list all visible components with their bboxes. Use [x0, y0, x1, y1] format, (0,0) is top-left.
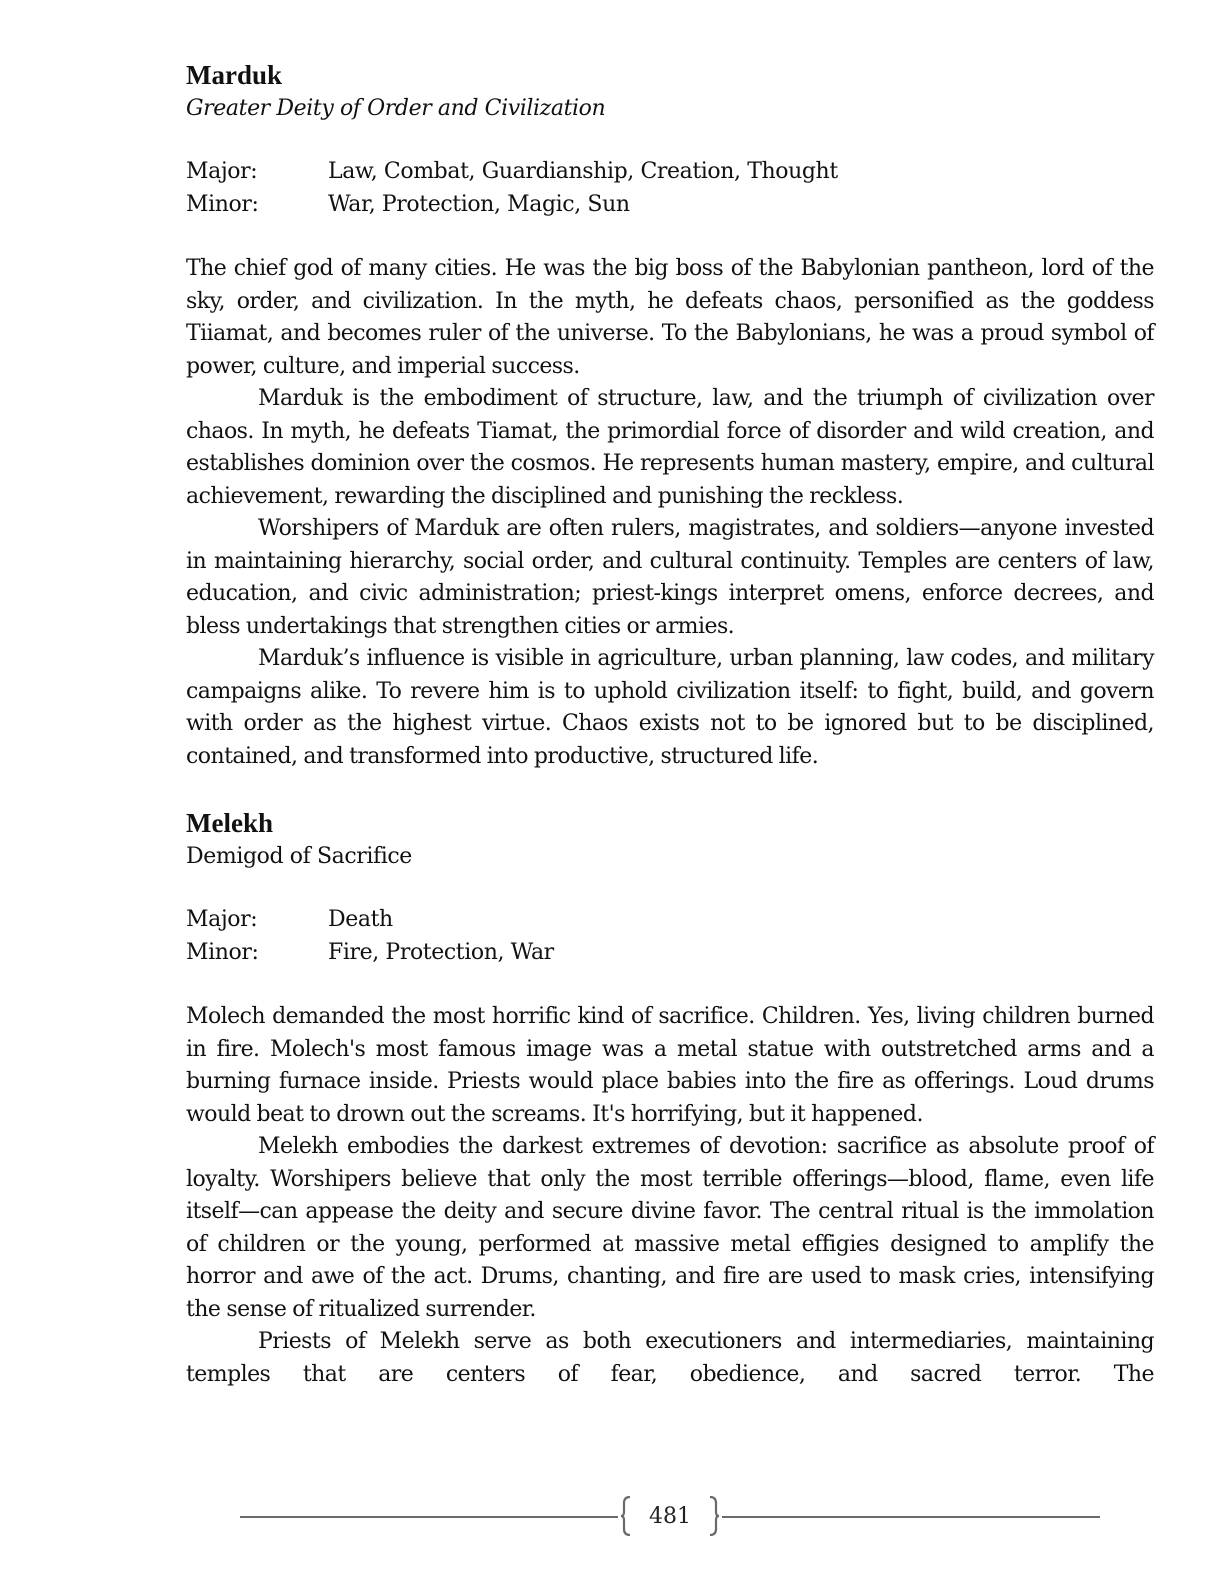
deity-name: Marduk	[186, 60, 283, 90]
domain-list	[186, 904, 1154, 969]
domain-list	[186, 156, 1154, 221]
major-label: Major:	[186, 907, 258, 932]
minor-domains-row	[186, 937, 1154, 970]
deity-entry-melekh	[186, 806, 1154, 1391]
footer-rule-right	[722, 1516, 1100, 1518]
page-number: 481	[649, 1504, 691, 1529]
deity-name: Melekh	[186, 808, 273, 838]
minor-value: Fire, Protection, War	[328, 939, 554, 965]
deity-entry-marduk	[186, 58, 1154, 773]
major-value: Death	[328, 907, 393, 932]
page-footer	[240, 1494, 1100, 1540]
deity-description	[186, 253, 1154, 773]
major-domains-row	[186, 156, 1154, 189]
deity-subtitle: Demigod of Sacrifice	[186, 844, 412, 869]
minor-label: Minor:	[186, 939, 259, 965]
paragraph: Melekh embodies the darkest extremes of devotion: sacrifice as absolute proof of loyalty. Worshipers believe that only the most terrible offerings—blood, flame, even life itself—can appease the deity and secure divine favor. The central ritual is the immolation of children or the young, performed at massive metal effigies designed to amplify the horror and awe of the act. Drums, chanting, and fire are used to mask cries, intensifying the sense of ritualized surrender.	[186, 1134, 1154, 1322]
paragraph: The chief god of many cities. He was the big boss of the Babylonian pantheon, lord of the sky, order, and civilization. In the myth, he defeats chaos, personified as the goddess Tiiamat, and becomes ruler of the universe. To the Babylonians, he was a proud symbol of power, culture, and imperial success.	[186, 256, 1154, 379]
deity-subtitle: Greater Deity of Order and Civilization	[186, 96, 606, 121]
major-label: Major:	[186, 159, 258, 184]
minor-label: Minor:	[186, 191, 259, 217]
page-body	[186, 58, 1154, 1391]
footer-rule-left	[240, 1516, 618, 1518]
right-brace-icon	[708, 1496, 720, 1536]
paragraph: Marduk is the embodiment of structure, law, and the triumph of civilization over chaos. In myth, he defeats Tiamat, the primordial force of disorder and wild creation, and establishes dominion over the cosmos. He represents human mastery, empire, and cultural achievement, rewarding the disciplined and punishing the reckless.	[186, 386, 1154, 509]
paragraph: Marduk’s influence is visible in agriculture, urban planning, law codes, and military campaigns alike. To revere him is to uphold civilization itself: to fight, build, and govern with order as the highest virtue. Chaos exists not to be ignored but to be disciplined, contained, and transformed into productive, structured life.	[186, 646, 1154, 769]
minor-value: War, Protection, Magic, Sun	[328, 191, 630, 217]
major-domains-row	[186, 904, 1154, 937]
major-value: Law, Combat, Guardianship, Creation, Thought	[328, 159, 838, 184]
paragraph: Worshipers of Marduk are often rulers, magistrates, and soldiers—anyone invested in maintaining hierarchy, social order, and cultural continuity. Temples are centers of law, education, and civic administration; priest-kings interpret omens, enforce decrees, and bless undertakings that strengthen cities or armies.	[186, 516, 1154, 639]
paragraph: Priests of Melekh serve as both executioners and intermediaries, maintaining temples that are centers of fear, obedience, and sacred terror. The	[186, 1329, 1154, 1387]
paragraph: Molech demanded the most horrific kind of sacrifice. Children. Yes, living children burned in fire. Molech's most famous image was a metal statue with outstretched arms and a burning furnace inside. Priests would place babies into the fire as offerings. Loud drums would beat to drown out the screams. It's horrifying, but it happened.	[186, 1004, 1154, 1127]
deity-description	[186, 1001, 1154, 1391]
page-number-box	[618, 1494, 722, 1540]
minor-domains-row	[186, 189, 1154, 222]
